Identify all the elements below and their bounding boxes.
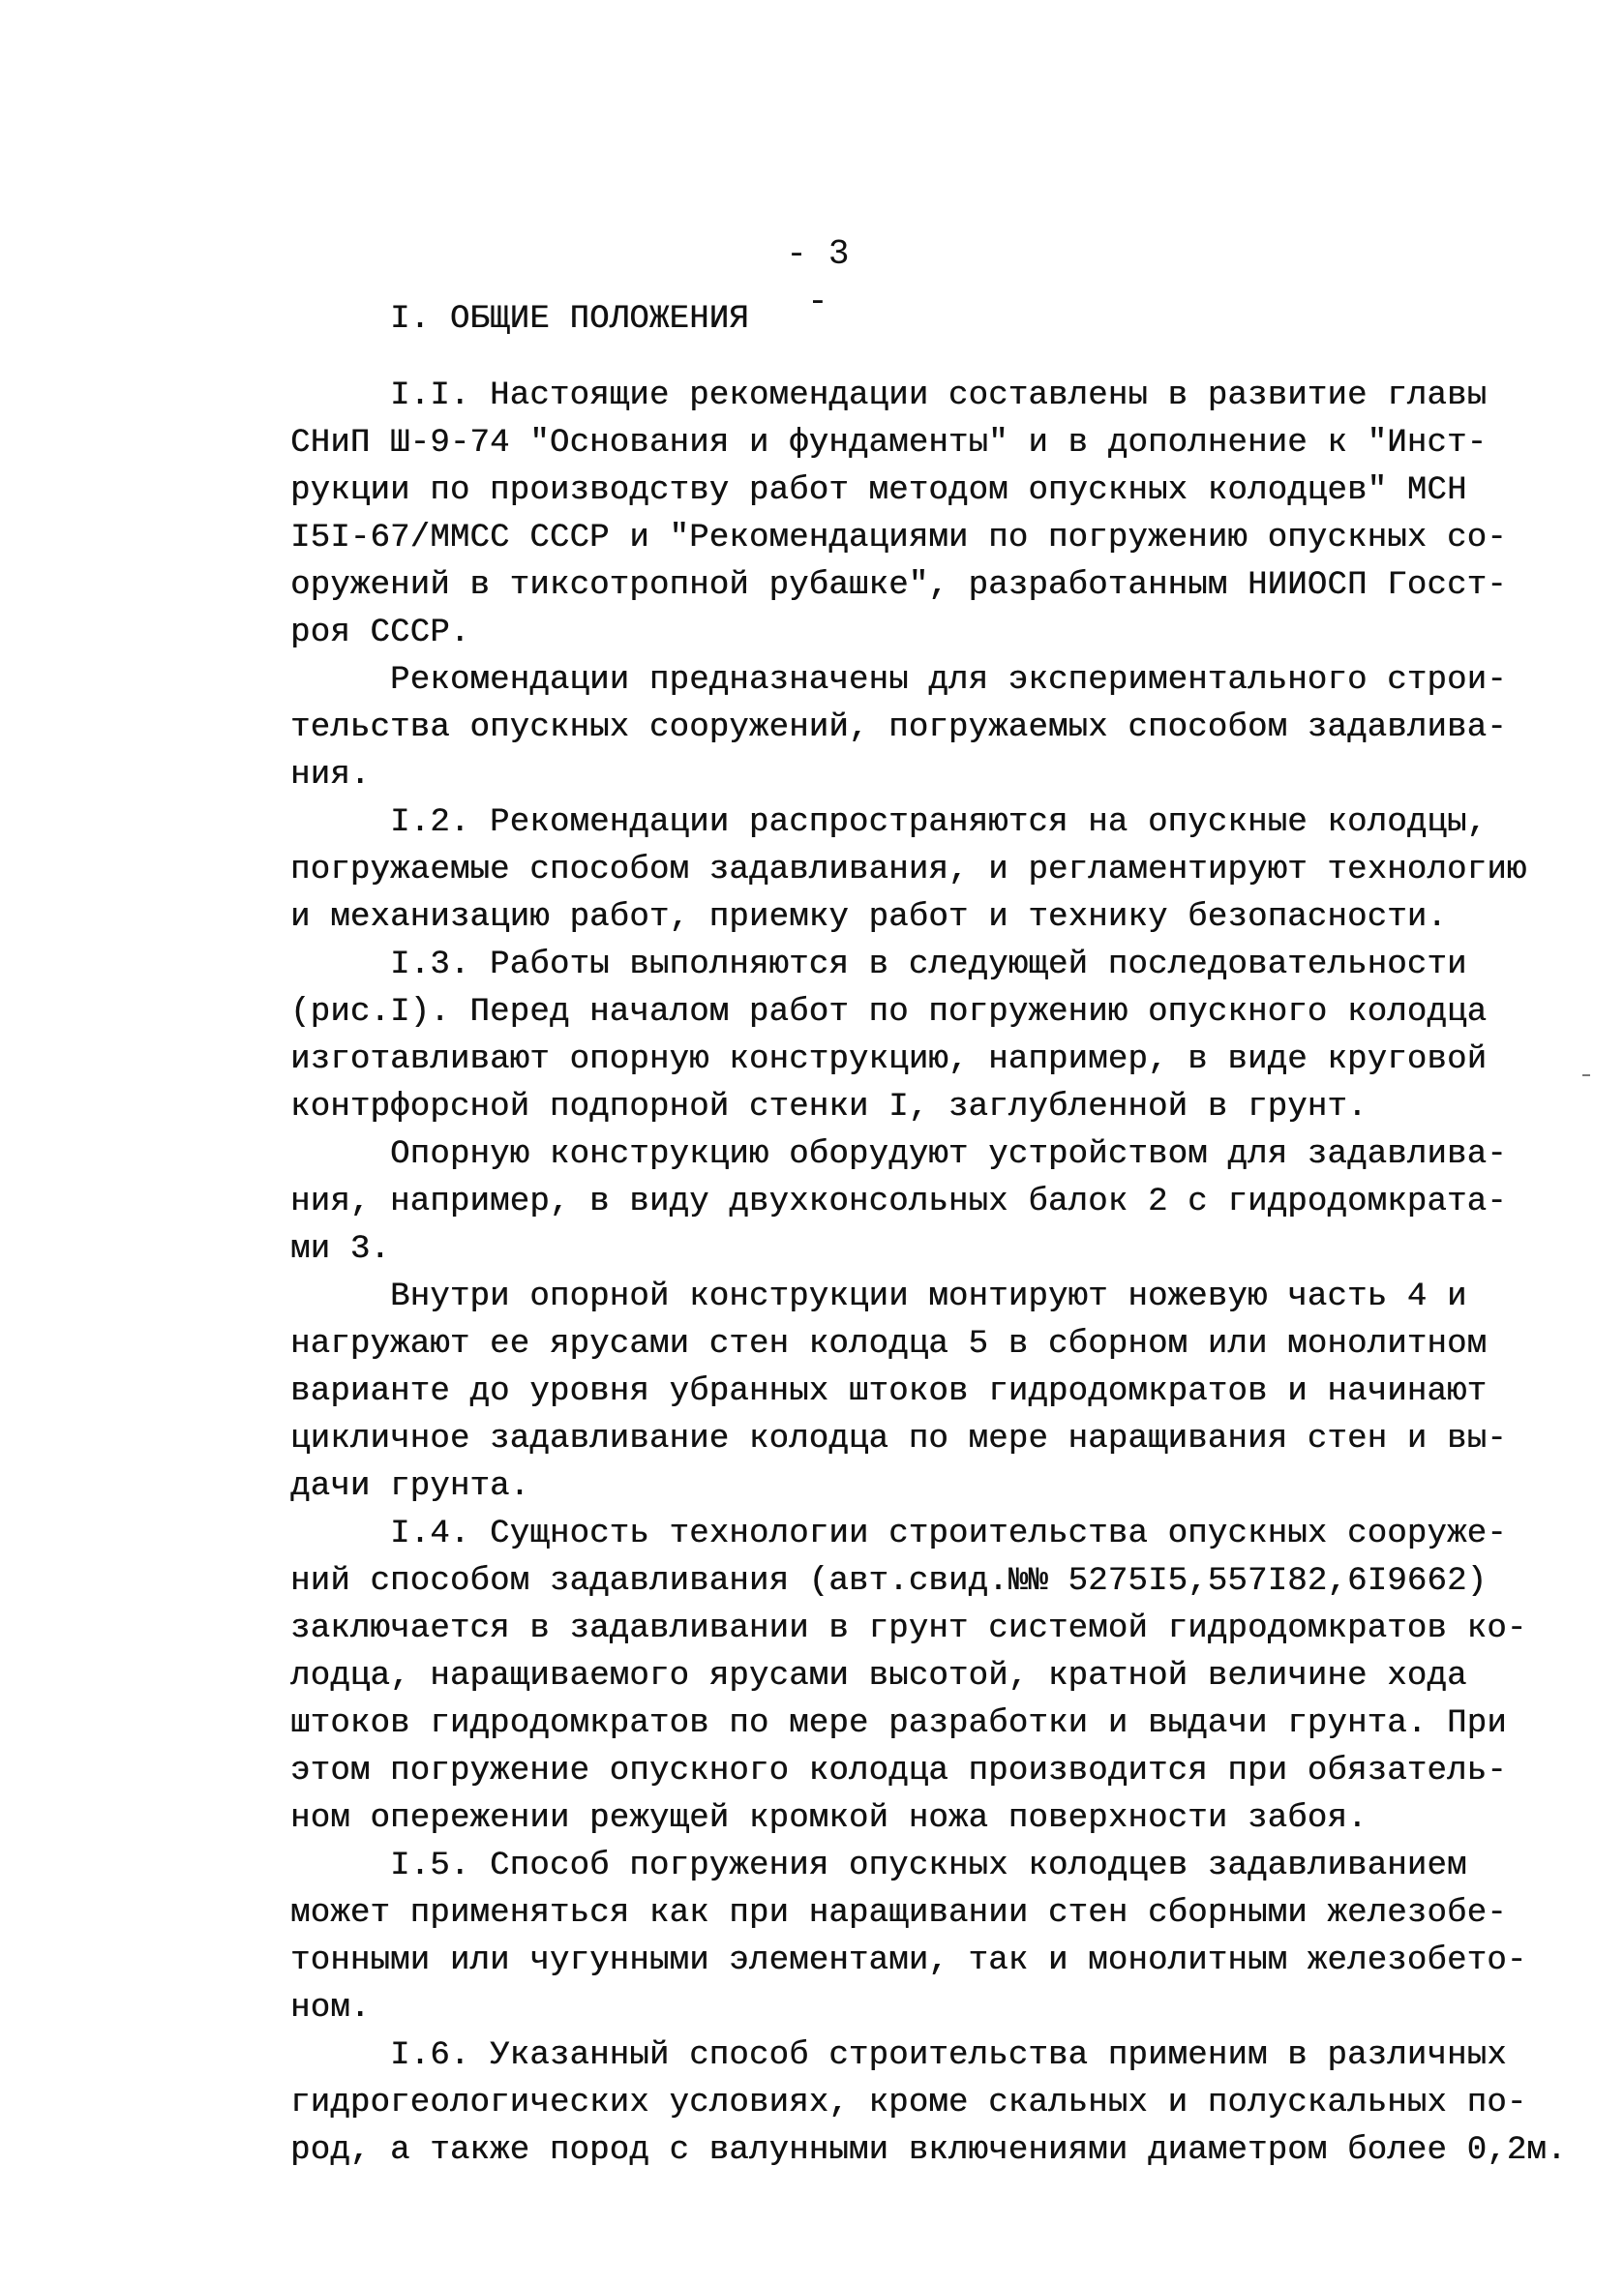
- text-line: Опорную конструкцию оборудуют устройством для задавлива-: [290, 1136, 1507, 1173]
- page-number: - 3 -: [786, 234, 850, 321]
- text-line: род, а также пород с валунными включениями диаметром более 0,2м.: [290, 2132, 1567, 2169]
- text-line: ния, например, в виду двухконсольных балок 2 с гидродомкрата-: [290, 1184, 1507, 1220]
- text-line: оружений в тиксотропной рубашке", разработанным НИИОСП Госст-: [290, 567, 1507, 604]
- text-line: (рис.I). Перед началом работ по погружению опускного колодца: [290, 994, 1488, 1031]
- text-line: и механизацию работ, приемку работ и технику безопасности.: [290, 899, 1447, 936]
- text-line: варианте до уровня убранных штоков гидродомкратов и начинают: [290, 1373, 1488, 1410]
- text-line: рукции по производству работ методом опускных колодцев" МСН: [290, 472, 1467, 509]
- text-line: ном.: [290, 1990, 371, 2027]
- text-line: изготавливают опорную конструкцию, например, в виде круговой: [290, 1041, 1488, 1078]
- text-line: Рекомендации предназначены для экспериментального строи-: [290, 662, 1507, 699]
- text-line: СНиП Ш-9-74 "Основания и фундаменты" и в дополнение к "Инст-: [290, 425, 1488, 462]
- text-line: ний способом задавливания (авт.свид.№№ 5275I5,557I82,6I9662): [290, 1563, 1488, 1600]
- text-line: I.3. Работы выполняются в следующей последовательности: [290, 947, 1467, 983]
- section-heading: I. ОБЩИЕ ПОЛОЖЕНИЯ: [290, 301, 749, 338]
- text-line: ном опережении режущей кромкой ножа поверхности забоя.: [290, 1800, 1368, 1837]
- text-line: тонными или чугунными элементами, так и монолитным железобето-: [290, 1942, 1527, 1979]
- text-line: цикличное задавливание колодца по мере наращивания стен и вы-: [290, 1421, 1507, 1458]
- text-line: I.I. Настоящие рекомендации составлены в развитие главы: [290, 377, 1488, 414]
- text-line: тельства опускных сооружений, погружаемых способом задавлива-: [290, 709, 1507, 746]
- text-line: гидрогеологических условиях, кроме скальных и полускальных по-: [290, 2085, 1527, 2121]
- text-line: I5I-67/ММСС СССР и "Рекомендациями по погружению опускных со-: [290, 520, 1507, 557]
- text-line: Внутри опорной конструкции монтируют ножевую часть 4 и: [290, 1279, 1467, 1315]
- text-line: этом погружение опускного колодца производится при обязатель-: [290, 1753, 1507, 1790]
- text-line: контрфорсной подпорной стенки I, заглубленной в грунт.: [290, 1089, 1368, 1126]
- body-text: [290, 296, 1567, 2175]
- text-line: погружаемые способом задавливания, и регламентируют технологию: [290, 852, 1527, 888]
- text-line: I.5. Способ погружения опускных колодцев задавливанием: [290, 1848, 1467, 1884]
- text-line: роя СССР.: [290, 615, 470, 651]
- text-line: нагружают ее ярусами стен колодца 5 в сборном или монолитном: [290, 1326, 1488, 1363]
- text-line: штоков гидродомкратов по мере разработки и выдачи грунта. При: [290, 1705, 1507, 1742]
- text-line: ми 3.: [290, 1231, 391, 1268]
- text-line: лодца, наращиваемого ярусами высотой, кратной величине хода: [290, 1658, 1467, 1695]
- scan-mark: [1582, 1074, 1590, 1076]
- text-line: I.4. Сущность технологии строительства опускных сооруже-: [290, 1516, 1507, 1552]
- text-line: может применяться как при наращивании стен сборными железобе-: [290, 1895, 1507, 1932]
- text-line: ния.: [290, 757, 371, 794]
- text-line: дачи грунта.: [290, 1468, 530, 1505]
- text-line: I.6. Указанный способ строительства применим в различных: [290, 2037, 1507, 2074]
- heading-spacer: [290, 344, 1500, 373]
- text-line: I.2. Рекомендации распространяются на опускные колодцы,: [290, 804, 1488, 841]
- text-line: заключается в задавливании в грунт системой гидродомкратов ко-: [290, 1610, 1527, 1647]
